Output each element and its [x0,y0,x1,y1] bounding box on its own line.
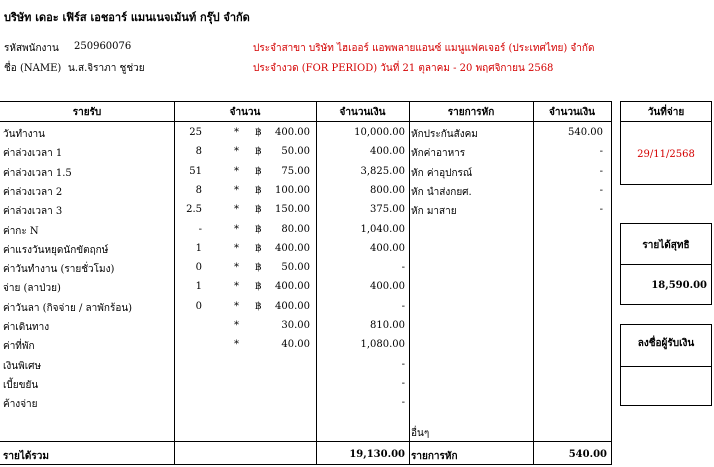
income-row-label: ค้างจ่าย [3,399,38,411]
income-row-amount: 800.00 [370,184,405,196]
income-row-currency: ฿ [255,281,262,293]
income-row-op: * [234,281,239,293]
income-row-rate: 400.00 [275,281,310,293]
income-row-rate: 75.00 [281,165,310,177]
deduction-row-label: หัก มาสาย [411,206,457,218]
income-row-currency: ฿ [255,300,262,312]
income-row-currency: ฿ [255,223,262,235]
income-row-op: * [234,223,239,235]
income-row-amount: 10,000.00 [354,127,405,138]
other-label: อื่นๆ [411,428,430,439]
income-row-amount: - [401,377,405,389]
header-income: รายรับ [72,107,102,118]
employee-id-value: 250960076 [74,41,132,52]
income-row-amount: 1,080.00 [360,339,405,351]
total-income-value: 19,130.00 [349,449,405,460]
income-row-amount: - [401,300,405,312]
deduction-row-amount: 540.00 [568,127,603,138]
deduction-row-label: หักประกันสังคม [411,129,478,140]
income-row-rate: 80.00 [281,223,310,235]
income-row-label: ค่าล่วงเวลา 3 [3,206,63,218]
header-deduction-amount: จำนวนเงิน [549,107,595,118]
income-row-currency: ฿ [255,146,262,158]
income-row-rate: 50.00 [281,146,310,158]
income-row-qty: 2.5 [186,204,202,216]
income-row-amount: - [401,358,405,370]
income-row-label: ค่าแรงวันหยุดนักขัตฤกษ์ [3,244,109,256]
income-row-currency: ฿ [255,242,262,254]
income-row-amount: - [401,397,405,409]
income-row-label: เงินพิเศษ [3,360,42,372]
income-row-currency: ฿ [255,184,262,196]
income-row-amount: 400.00 [370,146,405,158]
income-row-qty: 1 [195,281,202,293]
income-row-qty: - [198,223,202,235]
income-row-label: เบี้ยขยัน [3,379,39,391]
income-row-qty: 8 [195,184,202,196]
income-row-amount: - [401,262,405,274]
income-row-rate: 400.00 [275,300,310,312]
income-row-qty: 25 [189,127,202,138]
header-deduction: รายการหัก [447,107,495,118]
income-row-amount: 3,825.00 [360,165,405,177]
income-row-op: * [234,165,239,177]
header-amount: จำนวนเงิน [339,107,386,118]
total-deduction-label: รายการหัก [411,451,458,462]
net-income-box [620,223,712,305]
income-row-label: ค่าล่วงเวลา 1 [3,148,63,160]
income-row-label: ค่าล่วงเวลา 2 [3,186,63,198]
income-row-qty: 8 [195,146,202,158]
deduction-row-label: หัก ค่าอุปกรณ์ [411,167,473,179]
income-row-label: ค่าวันลา (กิจจ่าย / ลาพักร้อน) [3,302,133,314]
income-row-qty: 1 [195,242,202,254]
income-row-amount: 375.00 [370,204,405,216]
pay-date-value: 29/11/2568 [637,149,695,160]
income-row-amount: 400.00 [370,242,405,254]
net-income-value: 18,590.00 [651,280,707,291]
income-row-amount: 1,040.00 [360,223,405,235]
income-row-op: * [234,262,239,274]
income-row-op: * [234,184,239,196]
income-row-label: จ่าย (ลาป่วย) [3,283,61,295]
employee-name-value: น.ส.จิราภา ชูช่วย [68,63,145,74]
employee-name-label: ชื่อ (NAME) [4,63,62,74]
income-row-label: ค่าที่พัก [3,341,35,353]
income-row-label: ค่าล่วงเวลา 1.5 [3,167,72,179]
income-row-amount: 400.00 [370,281,405,293]
income-row-currency: ฿ [255,262,262,274]
income-row-rate: 150.00 [275,204,310,216]
deduction-row-label: หัก นำส่งกยศ. [411,186,472,198]
net-income-label: รายได้สุทธิ [642,240,690,251]
income-row-op: * [234,300,239,312]
income-row-rate: 400.00 [275,127,310,138]
pay-date-box [620,101,712,185]
income-row-op: * [234,242,239,254]
period-text: ประจำงวด (FOR PERIOD) วันที่ 21 ตุลาคม - 20 พฤศจิกายน 2568 [253,63,554,74]
income-row-qty: 0 [195,300,202,312]
income-row-label: ค่าวันทำงาน (รายชั่วโมง) [3,264,115,276]
income-row-rate: 40.00 [281,339,310,351]
income-row-label: วันทำงาน [3,129,45,140]
deduction-row-label: หักค่าอาหาร [411,148,466,160]
deduction-row-amount: - [599,184,603,196]
income-row-op: * [234,127,239,138]
signature-label: ลงชื่อผู้รับเงิน [637,338,695,349]
signature-box [620,324,712,406]
total-income-label: รายได้รวม [3,451,49,462]
header-quantity: จำนวน [229,107,261,118]
income-row-rate: 50.00 [281,262,310,274]
employee-id-label: รหัสพนักงาน [4,43,59,54]
total-deduction-value: 540.00 [568,449,607,460]
company-name: บริษัท เดอะ เฟิร์ส เอชอาร์ แมนเนจเม้นท์ กรุ๊ป จำกัด [4,11,250,24]
income-row-qty: 51 [189,165,202,177]
income-row-label: ค่าเดินทาง [3,322,50,333]
income-row-rate: 100.00 [275,184,310,196]
pay-date-header: วันที่จ่าย [647,107,685,118]
income-row-amount: 810.00 [370,320,405,331]
income-row-op: * [234,339,239,351]
branch-text: ประจำสาขา บริษัท ไฮเออร์ แอพพลายแอนซ์ แมนูแฟคเจอร์ (ประเทศไทย) จำกัด [253,43,595,54]
income-row-qty: 0 [195,262,202,274]
income-row-op: * [234,204,239,216]
income-row-rate: 30.00 [281,320,310,331]
income-row-currency: ฿ [255,127,262,138]
income-row-currency: ฿ [255,165,262,177]
income-row-currency: ฿ [255,204,262,216]
deduction-row-amount: - [599,165,603,177]
deduction-row-amount: - [599,204,603,216]
deduction-row-amount: - [599,146,603,158]
income-row-op: * [234,320,239,331]
income-row-op: * [234,146,239,158]
income-row-label: ค่ากะ N [3,225,39,237]
income-row-rate: 400.00 [275,242,310,254]
